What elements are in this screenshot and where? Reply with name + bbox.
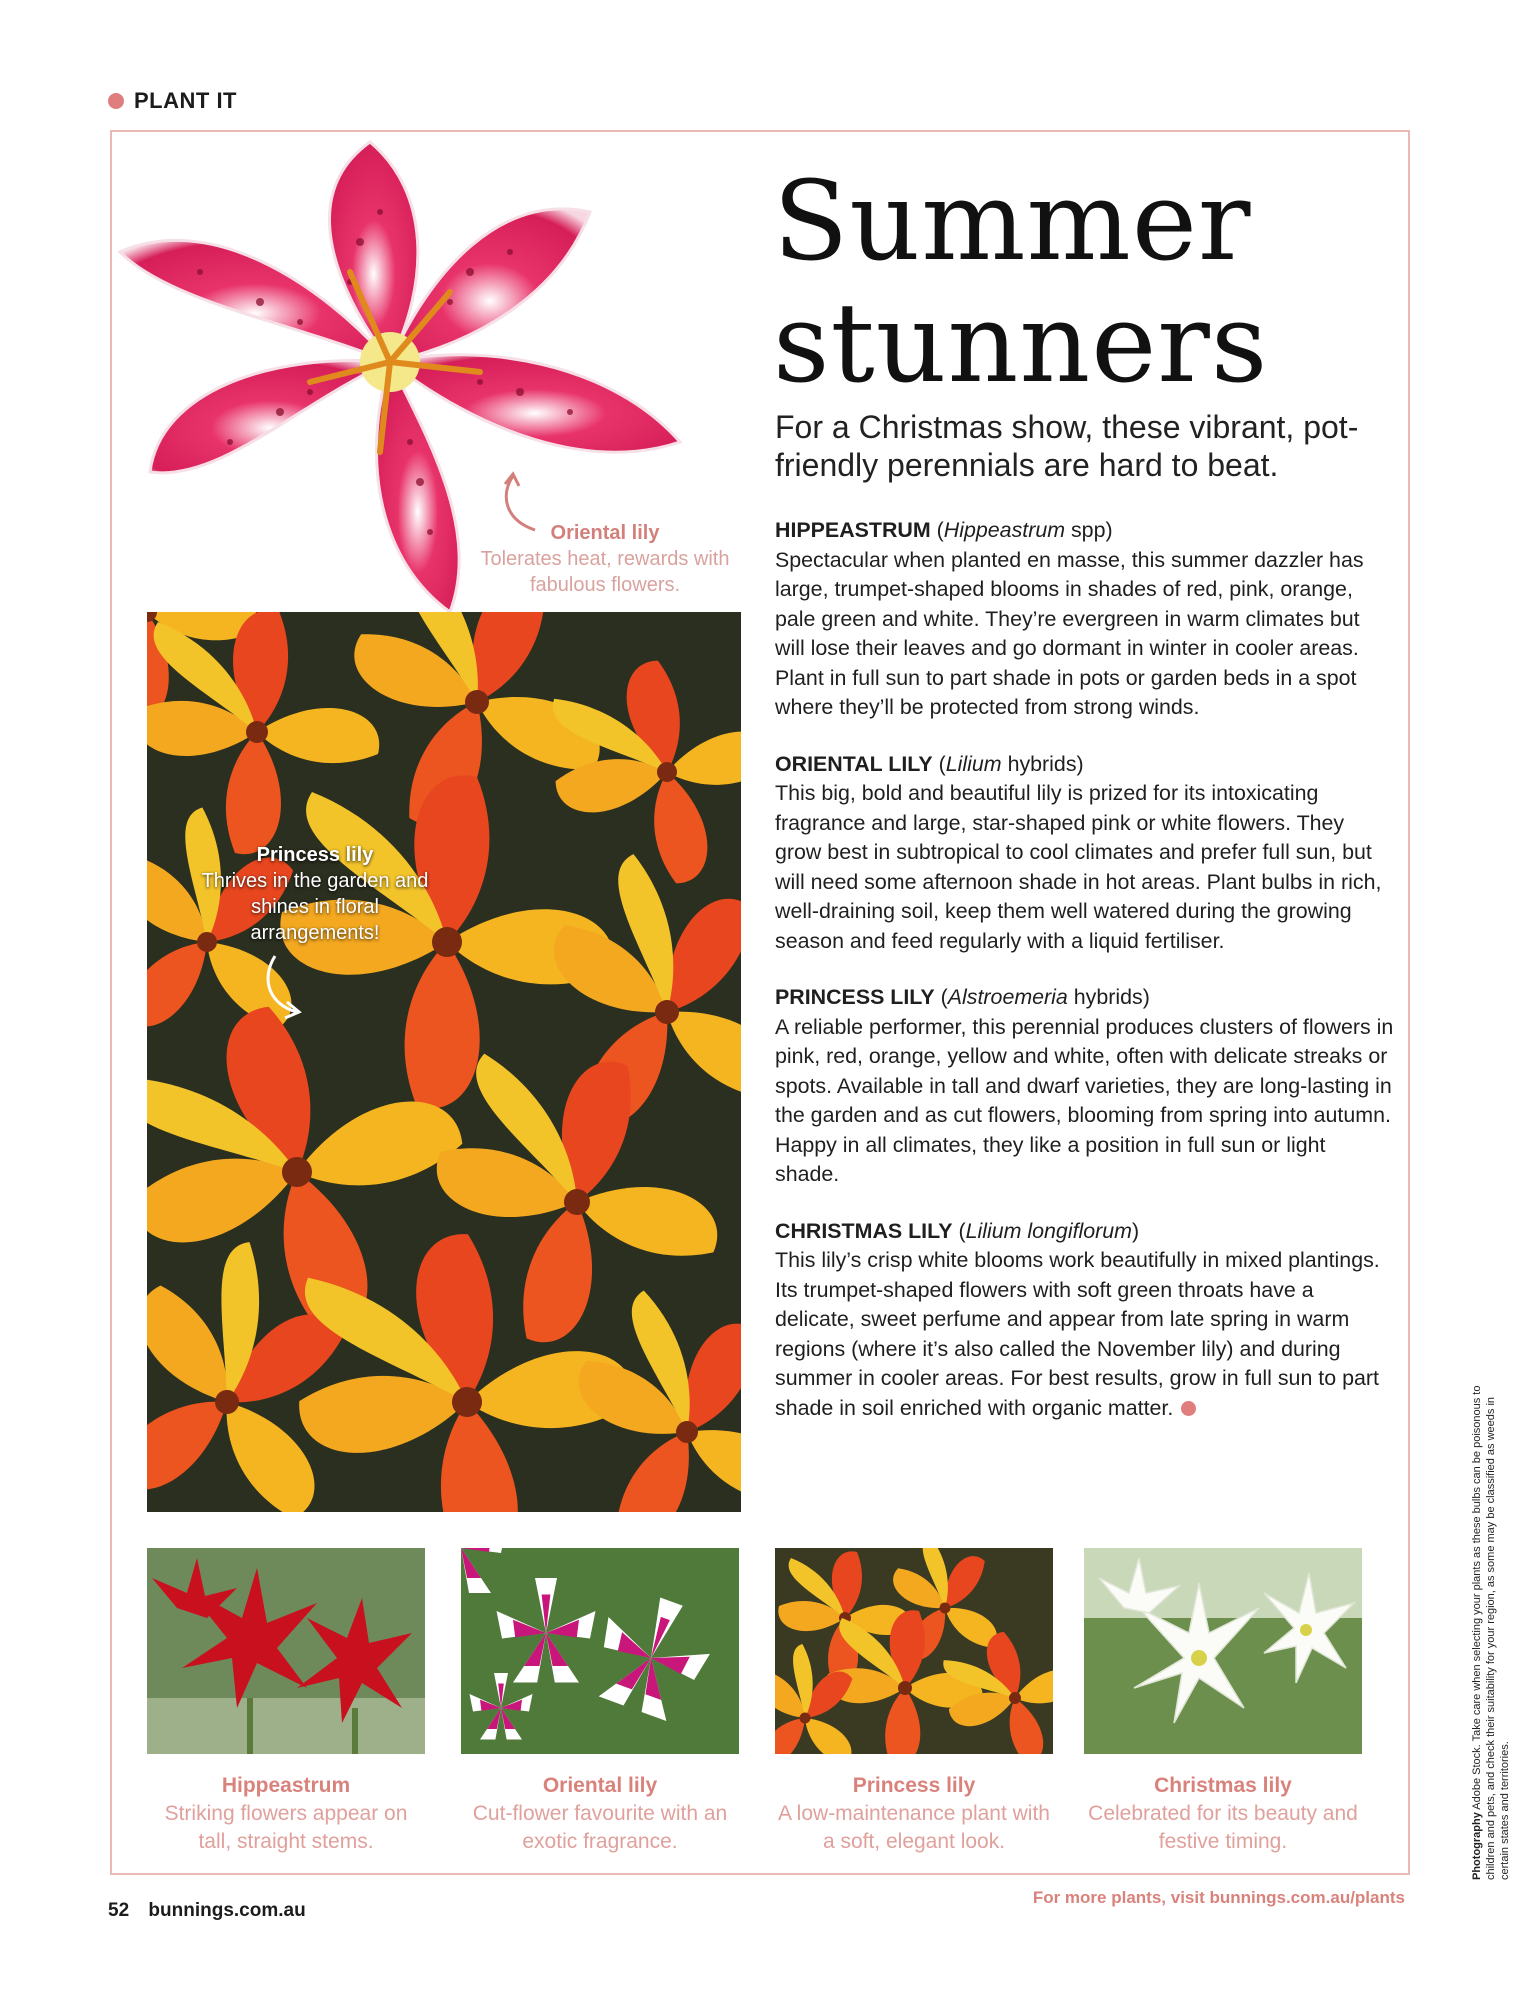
entry-christmas-lily bbox=[775, 1217, 1395, 1424]
thumb-caption bbox=[1084, 1772, 1362, 1856]
princess-lily-image bbox=[775, 1548, 1053, 1754]
thumb-caption bbox=[775, 1772, 1053, 1856]
caption-title: Hippeastrum bbox=[221, 1774, 351, 1797]
entry-body: A reliable performer, this perennial produces clusters of flowers in pink, red, orange, yellow and white, often with delicate streaks or spots. Available in tall and dwarf varieties, they are long-lasting in the garden and as cut flowers, blooming from spring into autumn. Happy in all climates, they like a position in full sun or light shade. bbox=[775, 1014, 1394, 1186]
credit-text: Adobe Stock. Take care when selecting your plants as these bulbs can be poisonous to children and pets, and check their suitability for your region, as some may be classified as weeds in certain states and territories. bbox=[1471, 1385, 1511, 1880]
thumb-caption bbox=[461, 1772, 739, 1856]
entry-latin: (Lilium longiflorum) bbox=[958, 1218, 1140, 1243]
caption-title: Oriental lily bbox=[542, 1774, 658, 1797]
entry-heading bbox=[775, 750, 1395, 780]
entry-body: This lily’s crisp white blooms work beautifully in mixed plantings. Its trumpet-shaped flowers with soft green throats have a delicate, sweet perfume and appear from late spring in warm regions (where it’s also called the November lily) and during summer in cooler areas. For best results, grow in full sun to part shade in soil enriched with organic matter. bbox=[775, 1248, 1380, 1420]
caption-text: Cut-flower favourite with an exotic fragrance. bbox=[472, 1802, 728, 1853]
caption-text: Tolerates heat, rewards with fabulous flowers. bbox=[480, 548, 730, 596]
title-line-1: Summer bbox=[773, 157, 1252, 285]
entry-hippeastrum bbox=[775, 516, 1395, 723]
entry-princess-lily bbox=[775, 983, 1395, 1190]
plant-entries bbox=[775, 516, 1395, 1450]
caption-title: Princess lily bbox=[852, 1774, 976, 1797]
end-mark-dot bbox=[1181, 1401, 1196, 1416]
entry-latin: (Hippeastrum spp) bbox=[936, 518, 1113, 542]
caption-title: Princess lily bbox=[256, 844, 374, 866]
thumb-princess-lily bbox=[775, 1548, 1053, 1856]
page-title bbox=[773, 157, 1393, 407]
photo-credit bbox=[1470, 1380, 1512, 1880]
caption-text: Striking flowers appear on tall, straight stems. bbox=[164, 1802, 408, 1853]
oriental-lily-caption bbox=[470, 520, 740, 598]
entry-name: ORIENTAL LILY bbox=[775, 751, 933, 776]
princess-lily-feature-image bbox=[147, 612, 741, 1512]
credit-label: Photography bbox=[1471, 1812, 1483, 1880]
entry-name: CHRISTMAS LILY bbox=[775, 1218, 953, 1243]
thumb-oriental-lily bbox=[461, 1548, 739, 1856]
hippeastrum-image bbox=[147, 1548, 425, 1754]
caption-title: Oriental lily bbox=[550, 522, 660, 544]
caption-title: Christmas lily bbox=[1154, 1774, 1292, 1797]
thumb-christmas-lily bbox=[1084, 1548, 1362, 1856]
title-line-2: stunners bbox=[773, 279, 1269, 407]
entry-name: PRINCESS LILY bbox=[775, 985, 935, 1009]
thumb-caption bbox=[147, 1772, 425, 1856]
entry-latin: (Lilium hybrids) bbox=[938, 751, 1084, 776]
entry-name: HIPPEASTRUM bbox=[775, 518, 931, 542]
page-subtitle: For a Christmas show, these vibrant, pot-friendly perennials are hard to beat. bbox=[775, 409, 1359, 483]
entry-heading bbox=[775, 983, 1395, 1013]
caption-text: A low-maintenance plant with a soft, elegant look. bbox=[778, 1802, 1050, 1853]
curved-arrow-icon bbox=[255, 950, 315, 1020]
more-plants-link[interactable]: For more plants, visit bunnings.com.au/plants bbox=[1032, 1888, 1405, 1907]
page-footer bbox=[108, 1900, 306, 1922]
page-number: 52 bbox=[108, 1900, 130, 1921]
entry-body: Spectacular when planted en masse, this summer dazzler has large, trumpet-shaped blooms in shades of red, pink, orange, pale green and white. They’re evergreen in warm climates but will lose their leaves and go dormant in winter in cooler areas. Plant in full sun to part shade in pots or garden beds in a spot where they’ll be protected from strong winds. bbox=[775, 547, 1364, 719]
caption-text: Celebrated for its beauty and festive timing. bbox=[1088, 1802, 1358, 1853]
entry-heading bbox=[775, 1217, 1395, 1247]
princess-lily-caption bbox=[200, 842, 430, 946]
entry-oriental-lily bbox=[775, 750, 1395, 957]
christmas-lily-image bbox=[1084, 1548, 1362, 1754]
entry-latin: (Alstroemeria hybrids) bbox=[940, 985, 1150, 1009]
oriental-lily-image bbox=[461, 1548, 739, 1754]
section-label: PLANT IT bbox=[134, 88, 237, 113]
entry-body: This big, bold and beautiful lily is prized for its intoxicating fragrance and large, star-shaped pink or white flowers. They grow best in subtropical to cool climates and prefer full sun, but will need some afternoon shade in hot areas. Plant bulbs in rich, well-draining soil, keep them well watered during the growing season and feed regularly with a liquid fertiliser. bbox=[775, 781, 1382, 953]
entry-heading bbox=[775, 516, 1395, 546]
footer-site[interactable]: bunnings.com.au bbox=[148, 1900, 306, 1921]
thumb-hippeastrum bbox=[147, 1548, 425, 1856]
caption-text: Thrives in the garden and shines in floral arrangements! bbox=[201, 870, 429, 944]
